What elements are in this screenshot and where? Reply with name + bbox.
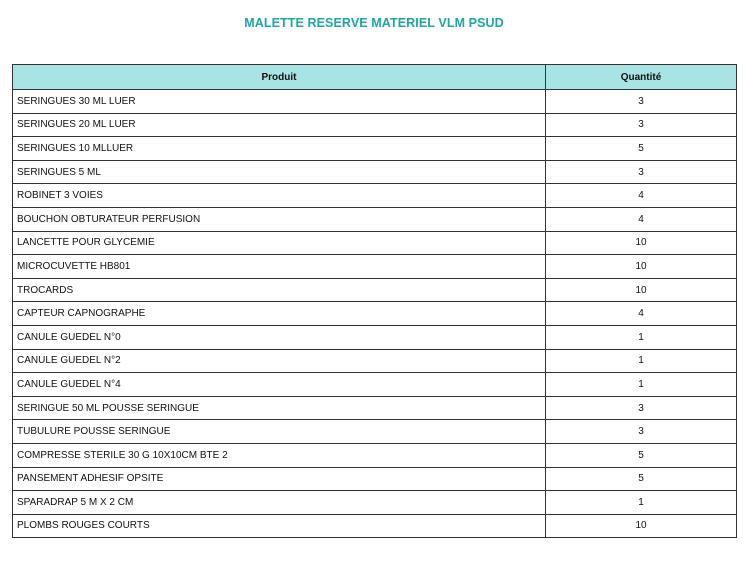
table-row bbox=[13, 443, 737, 467]
quantity-cell: 1 bbox=[546, 373, 737, 397]
quantity-cell: 3 bbox=[546, 420, 737, 444]
product-cell: ROBINET 3 VOIES bbox=[13, 184, 546, 208]
product-cell: COMPRESSE STERILE 30 G 10X10CM BTE 2 bbox=[13, 443, 546, 467]
table-row bbox=[13, 491, 737, 515]
product-cell: TROCARDS bbox=[13, 278, 546, 302]
table-row bbox=[13, 184, 737, 208]
product-cell: CAPTEUR CAPNOGRAPHE bbox=[13, 302, 546, 326]
table-row bbox=[13, 325, 737, 349]
quantity-cell: 3 bbox=[546, 396, 737, 420]
table-row bbox=[13, 255, 737, 279]
product-cell: PANSEMENT ADHESIF OPSITE bbox=[13, 467, 546, 491]
product-cell: SERINGUES 5 ML bbox=[13, 160, 546, 184]
product-cell: CANULE GUEDEL N°2 bbox=[13, 349, 546, 373]
product-cell: SPARADRAP 5 M X 2 CM bbox=[13, 491, 546, 515]
quantity-cell: 1 bbox=[546, 491, 737, 515]
quantity-cell: 4 bbox=[546, 184, 737, 208]
product-cell: SERINGUES 10 MLLUER bbox=[13, 137, 546, 161]
table-row bbox=[13, 373, 737, 397]
product-cell: SERINGUES 20 ML LUER bbox=[13, 113, 546, 137]
quantity-cell: 4 bbox=[546, 302, 737, 326]
table-row bbox=[13, 302, 737, 326]
table-header-row bbox=[13, 65, 737, 90]
inventory-table bbox=[12, 64, 737, 538]
table-row bbox=[13, 420, 737, 444]
quantity-cell: 10 bbox=[546, 278, 737, 302]
quantity-cell: 3 bbox=[546, 160, 737, 184]
table-row bbox=[13, 396, 737, 420]
table-row bbox=[13, 113, 737, 137]
table-row bbox=[13, 514, 737, 538]
table-row bbox=[13, 467, 737, 491]
document-title: MALETTE RESERVE MATERIEL VLM PSUD bbox=[244, 16, 504, 30]
product-cell: LANCETTE POUR GLYCEMIE bbox=[13, 231, 546, 255]
quantity-cell: 5 bbox=[546, 137, 737, 161]
table-row bbox=[13, 349, 737, 373]
column-header-quantity: Quantité bbox=[546, 65, 737, 90]
quantity-cell: 10 bbox=[546, 255, 737, 279]
table-row bbox=[13, 207, 737, 231]
quantity-cell: 5 bbox=[546, 467, 737, 491]
quantity-cell: 3 bbox=[546, 90, 737, 114]
table-row bbox=[13, 90, 737, 114]
table-row bbox=[13, 278, 737, 302]
table-row bbox=[13, 231, 737, 255]
product-cell: BOUCHON OBTURATEUR PERFUSION bbox=[13, 207, 546, 231]
quantity-cell: 1 bbox=[546, 325, 737, 349]
column-header-product: Produit bbox=[13, 65, 546, 90]
product-cell: CANULE GUEDEL N°0 bbox=[13, 325, 546, 349]
quantity-cell: 4 bbox=[546, 207, 737, 231]
quantity-cell: 10 bbox=[546, 231, 737, 255]
quantity-cell: 5 bbox=[546, 443, 737, 467]
quantity-cell: 3 bbox=[546, 113, 737, 137]
product-cell: CANULE GUEDEL N°4 bbox=[13, 373, 546, 397]
product-cell: PLOMBS ROUGES COURTS bbox=[13, 514, 546, 538]
product-cell: MICROCUVETTE HB801 bbox=[13, 255, 546, 279]
quantity-cell: 1 bbox=[546, 349, 737, 373]
quantity-cell: 10 bbox=[546, 514, 737, 538]
product-cell: SERINGUE 50 ML POUSSE SERINGUE bbox=[13, 396, 546, 420]
product-cell: TUBULURE POUSSE SERINGUE bbox=[13, 420, 546, 444]
table-row bbox=[13, 137, 737, 161]
product-cell: SERINGUES 30 ML LUER bbox=[13, 90, 546, 114]
table-row bbox=[13, 160, 737, 184]
